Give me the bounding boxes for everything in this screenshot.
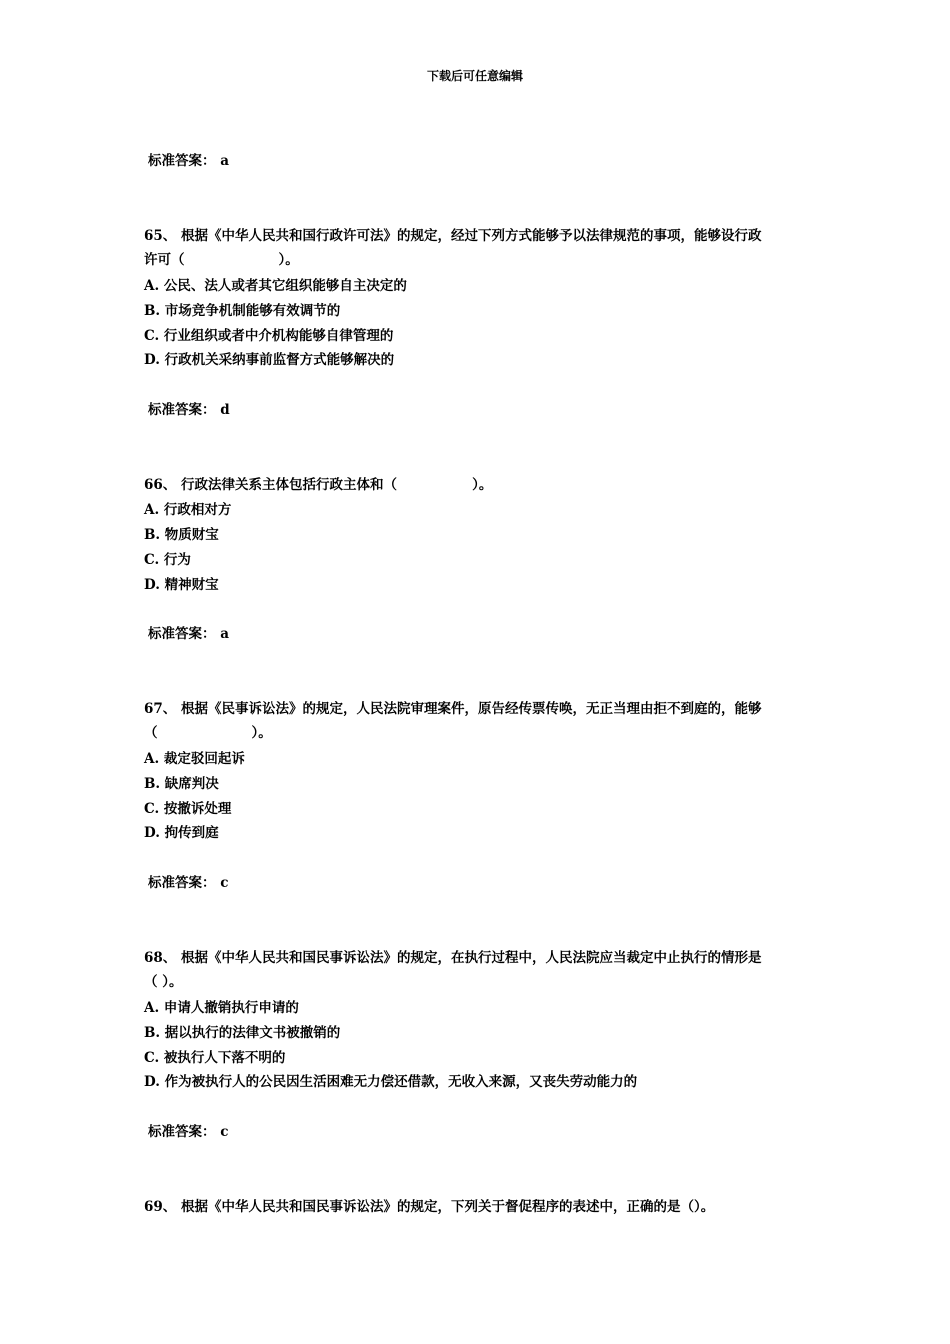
- answer-line: [148, 625, 229, 643]
- option-a: A. 公民、法人或者其它组织能够自主决定的: [144, 278, 407, 294]
- option-d: D. 精神财宝: [144, 577, 219, 593]
- question-stem: 69、 根据《中华人民共和国民事诉讼法》的规定，下列关于督促程序的表述中，正确的是（）。: [144, 1199, 715, 1215]
- answer-value: a: [220, 626, 229, 642]
- question-stem: 68、 根据《中华人民共和国民事诉讼法》的规定，在执行过程中，人民法院应当裁定中止执行的情形是: [144, 950, 762, 966]
- page-header: 下载后可任意编辑: [426, 69, 523, 83]
- option-d: D. 行政机关采纳事前监督方式能够解决的: [144, 352, 395, 368]
- option-a: A. 行政相对方: [144, 502, 232, 518]
- question-stem: 66、 行政法律关系主体包括行政主体和（ ）。: [144, 477, 493, 493]
- question-stem: 65、 根据《中华人民共和国行政许可法》的规定，经过下列方式能够予以法律规范的事项，能够设行政: [144, 228, 762, 244]
- answer-line: [148, 874, 228, 892]
- option-c: C. 按撤诉处理: [144, 801, 232, 817]
- answer-value: c: [220, 1124, 229, 1140]
- answer-value: a: [220, 153, 229, 169]
- option-b: B. 物质财宝: [144, 527, 219, 543]
- answer-label: 标准答案：: [148, 875, 216, 891]
- answer-label: 标准答案：: [148, 1124, 216, 1140]
- question-stem-continued: （ ）。: [144, 725, 272, 741]
- answer-label: 标准答案：: [148, 402, 216, 418]
- option-b: B. 据以执行的法律文书被撤销的: [144, 1025, 341, 1041]
- answer-value: c: [220, 875, 229, 891]
- question-stem-continued: 许可（ ）。: [144, 252, 299, 268]
- question-stem: 67、 根据《民事诉讼法》的规定，人民法院审理案件，原告经传票传唤，无正当理由拒不到庭的，能够: [144, 701, 762, 717]
- question-stem-continued: （ ）。: [144, 974, 183, 990]
- option-a: A. 裁定驳回起诉: [144, 751, 245, 767]
- option-a: A. 申请人撤销执行申请的: [144, 1000, 299, 1016]
- option-c: C. 行为: [144, 552, 191, 568]
- option-c: C. 被执行人下落不明的: [144, 1050, 286, 1066]
- answer-label: 标准答案：: [148, 626, 216, 642]
- answer-line: [148, 401, 230, 419]
- answer-line: [148, 152, 229, 170]
- option-b: B. 市场竞争机制能够有效调节的: [144, 303, 341, 319]
- answer-line: [148, 1123, 228, 1141]
- answer-value: d: [220, 402, 230, 418]
- option-d: D. 作为被执行人的公民因生活困难无力偿还借款，无收入来源，又丧失劳动能力的: [144, 1074, 638, 1090]
- answer-label: 标准答案：: [148, 153, 216, 169]
- option-b: B. 缺席判决: [144, 776, 219, 792]
- option-d: D. 拘传到庭: [144, 825, 219, 841]
- option-c: C. 行业组织或者中介机构能够自律管理的: [144, 328, 394, 344]
